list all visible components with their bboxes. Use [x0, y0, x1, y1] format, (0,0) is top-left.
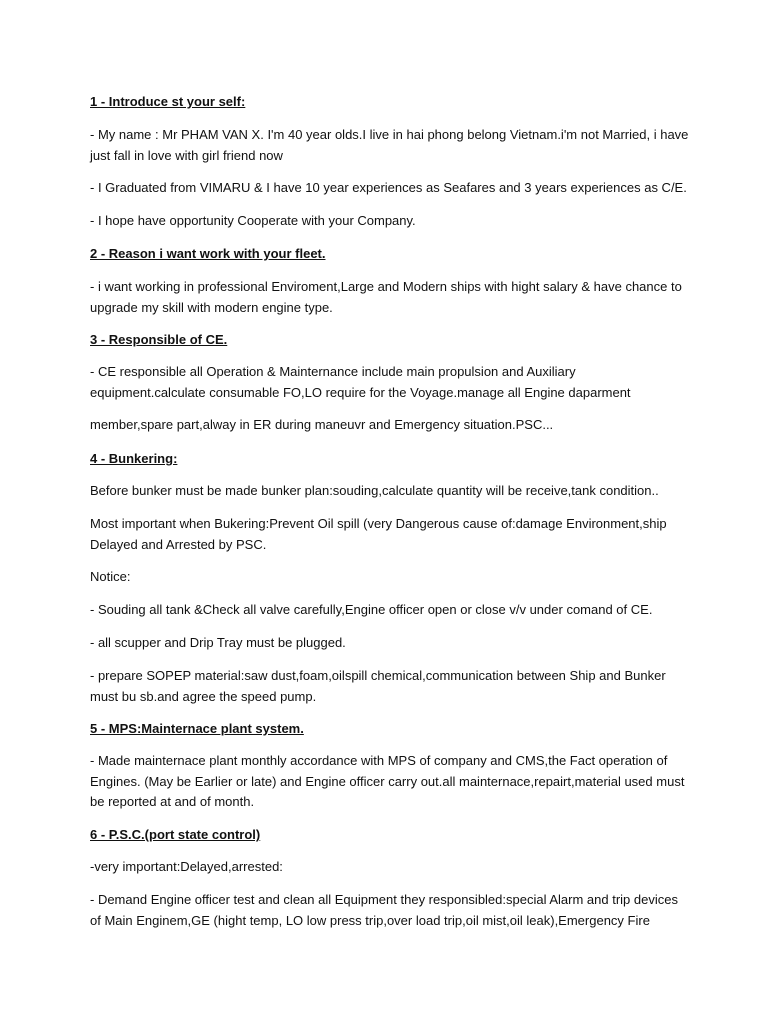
paragraph-hope: - I hope have opportunity Cooperate with your Company.	[90, 213, 416, 228]
heading-bunkering: 4 - Bunkering:	[90, 451, 178, 466]
paragraph-sopep: - prepare SOPEP material:saw dust,foam,oilspill chemical,communication between Ship and Bunker must bu sb.and agree the speed pump.	[90, 668, 666, 704]
paragraph-very-important: -very important:Delayed,arrested:	[90, 859, 283, 874]
paragraph-my-name: - My name : Mr PHAM VAN X. I'm 40 year olds.I live in hai phong belong Vietnam.i'm not Married, i have just fall in love with girl friend now	[90, 127, 689, 163]
paragraph-ce-responsible: - CE responsible all Operation & Mainternance include main propulsion and Auxiliary equipment.calculate consumable FO,LO require for the Voyage.manage all Engine daparment	[90, 364, 631, 400]
paragraph-bunker-plan: Before bunker must be made bunker plan:souding,calculate quantity will be receive,tank condition..	[90, 483, 659, 498]
heading-reason: 2 - Reason i want work with your fleet.	[90, 246, 326, 261]
heading-psc: 6 - P.S.C.(port state control)	[90, 827, 261, 842]
paragraph-souding: - Souding all tank &Check all valve carefully,Engine officer open or close v/v under comand of CE.	[90, 602, 653, 617]
paragraph-prevent-spill: Most important when Bukering:Prevent Oil spill (very Dangerous cause of:damage Environment,ship Delayed and Arrested by PSC.	[90, 516, 667, 552]
paragraph-member: member,spare part,alway in ER during maneuvr and Emergency situation.PSC...	[90, 417, 554, 432]
heading-mps: 5 - MPS:Mainternace plant system.	[90, 721, 304, 736]
paragraph-reason: - i want working in professional Enviroment,Large and Modern ships with hight salary & have chance to upgrade my skill with modern engine type.	[90, 279, 682, 315]
paragraph-scupper: - all scupper and Drip Tray must be plugged.	[90, 635, 346, 650]
heading-responsible: 3 - Responsible of CE.	[90, 332, 228, 347]
paragraph-graduated: - I Graduated from VIMARU & I have 10 year experiences as Seafares and 3 years experiences as C/E.	[90, 180, 687, 195]
paragraph-mainternace: - Made mainternace plant monthly accordance with MPS of company and CMS,the Fact operation of Engines. (May be Earlier or late) and Engine officer carry out.all mainternace,repairt,material used must be reported at and of month.	[90, 753, 685, 809]
heading-introduce: 1 - Introduce st your self:	[90, 94, 246, 109]
paragraph-notice: Notice:	[90, 569, 131, 584]
paragraph-demand: - Demand Engine officer test and clean all Equipment they responsibled:special Alarm and trip devices of Main Enginem,GE (hight temp, LO low press trip,over load trip,oil mist,oil leak),Emergency Fire	[90, 892, 678, 928]
